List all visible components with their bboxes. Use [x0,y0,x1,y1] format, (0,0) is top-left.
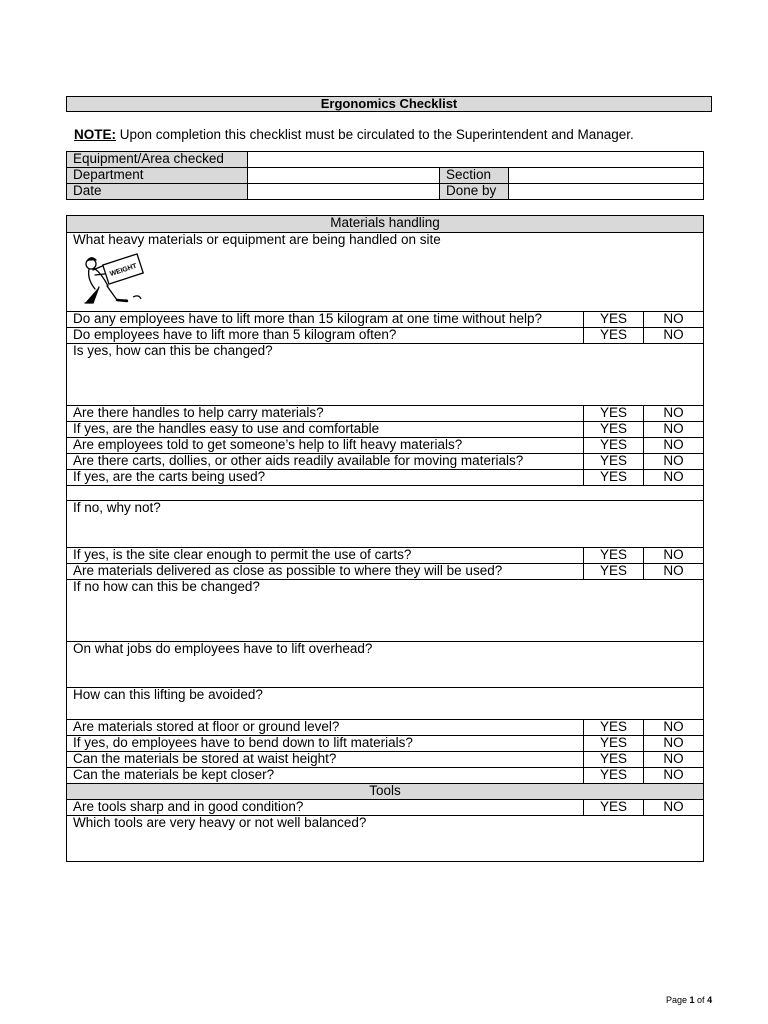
why-not-answer-row[interactable] [67,501,704,548]
yes-option[interactable]: YES [584,406,644,422]
no-option[interactable]: NO [644,312,704,328]
no-option[interactable]: NO [644,438,704,454]
department-label: Department [67,168,248,184]
question-site-clear: If yes, is the site clear enough to permit the use of carts? [67,548,584,564]
question-text: On what jobs do employees have to lift overhead? [73,641,373,656]
question-carts-available: Are there carts, dollies, or other aids readily available for moving materials? [67,454,584,470]
question-text: If no, why not? [73,500,161,515]
question-handles-easy: If yes, are the handles easy to use and comfortable [67,422,584,438]
checklist-table [66,215,704,862]
note-line [74,127,634,142]
how-change-answer-row[interactable] [67,344,704,406]
done-by-label: Done by [440,184,509,200]
avoid-lifting-answer-row[interactable] [67,688,704,720]
yes-option[interactable]: YES [584,800,644,816]
no-option[interactable]: NO [644,564,704,580]
question-lift-5kg: Do employees have to lift more than 5 kilogram often? [67,328,584,344]
no-option[interactable]: NO [644,736,704,752]
question-text: If no how can this be changed? [73,579,260,594]
question-kept-closer: Can the materials be kept closer? [67,768,584,784]
date-label: Date [67,184,248,200]
no-option[interactable]: NO [644,470,704,486]
question-handles: Are there handles to help carry materials? [67,406,584,422]
page-number [666,995,712,1005]
no-option[interactable]: NO [644,454,704,470]
question-text: Is yes, how can this be changed? [73,343,273,358]
no-option[interactable]: NO [644,720,704,736]
spacer-row [67,486,704,501]
current-page: 1 [689,995,695,1005]
date-field[interactable] [248,184,440,200]
section-field[interactable] [509,168,704,184]
question-delivered-close: Are materials delivered as close as possible to where they will be used? [67,564,584,580]
total-pages: 4 [707,995,713,1005]
question-text: What heavy materials or equipment are being handled on site [73,232,441,247]
no-option[interactable]: NO [644,752,704,768]
question-get-help: Are employees told to get someone’s help to lift heavy materials? [67,438,584,454]
question-floor-level: Are materials stored at floor or ground level? [67,720,584,736]
question-carts-used: If yes, are the carts being used? [67,470,584,486]
yes-option[interactable]: YES [584,564,644,580]
yes-option[interactable]: YES [584,312,644,328]
lifting-person-illustration [77,251,157,307]
of-label: of [694,995,708,1005]
yes-option[interactable]: YES [584,454,644,470]
no-option[interactable]: NO [644,548,704,564]
equipment-label: Equipment/Area checked [67,152,248,168]
question-lift-15kg: Do any employees have to lift more than 15 kilogram at one time without help? [67,312,584,328]
question-text: Which tools are very heavy or not well balanced? [73,815,367,830]
no-option[interactable]: NO [644,422,704,438]
section-label: Section [440,168,509,184]
done-by-field[interactable] [509,184,704,200]
box-label: WEIGHT [109,262,138,279]
department-field[interactable] [248,168,440,184]
info-table [66,151,704,200]
overhead-answer-row[interactable] [67,642,704,688]
no-option[interactable]: NO [644,406,704,422]
yes-option[interactable]: YES [584,720,644,736]
yes-option[interactable]: YES [584,470,644,486]
yes-option[interactable]: YES [584,422,644,438]
change-delivery-answer-row[interactable] [67,580,704,642]
question-text: How can this lifting be avoided? [73,687,263,702]
yes-option[interactable]: YES [584,752,644,768]
yes-option[interactable]: YES [584,438,644,454]
question-waist-height: Can the materials be stored at waist height? [67,752,584,768]
section-heading-materials: Materials handling [67,216,704,233]
yes-option[interactable]: YES [584,768,644,784]
yes-option[interactable]: YES [584,548,644,564]
note-text: Upon completion this checklist must be circulated to the Superintendent and Manager. [116,127,634,142]
question-tools-sharp: Are tools sharp and in good condition? [67,800,584,816]
no-option[interactable]: NO [644,768,704,784]
equipment-field[interactable] [248,152,704,168]
note-label: NOTE: [74,127,116,142]
heavy-materials-row[interactable] [67,233,704,312]
page-label: Page [666,995,690,1005]
checklist-title: Ergonomics Checklist [66,96,712,112]
yes-option[interactable]: YES [584,736,644,752]
section-heading-tools: Tools [67,784,704,800]
yes-option[interactable]: YES [584,328,644,344]
question-bend-down: If yes, do employees have to bend down to lift materials? [67,736,584,752]
no-option[interactable]: NO [644,800,704,816]
no-option[interactable]: NO [644,328,704,344]
heavy-tools-answer-row[interactable] [67,816,704,862]
